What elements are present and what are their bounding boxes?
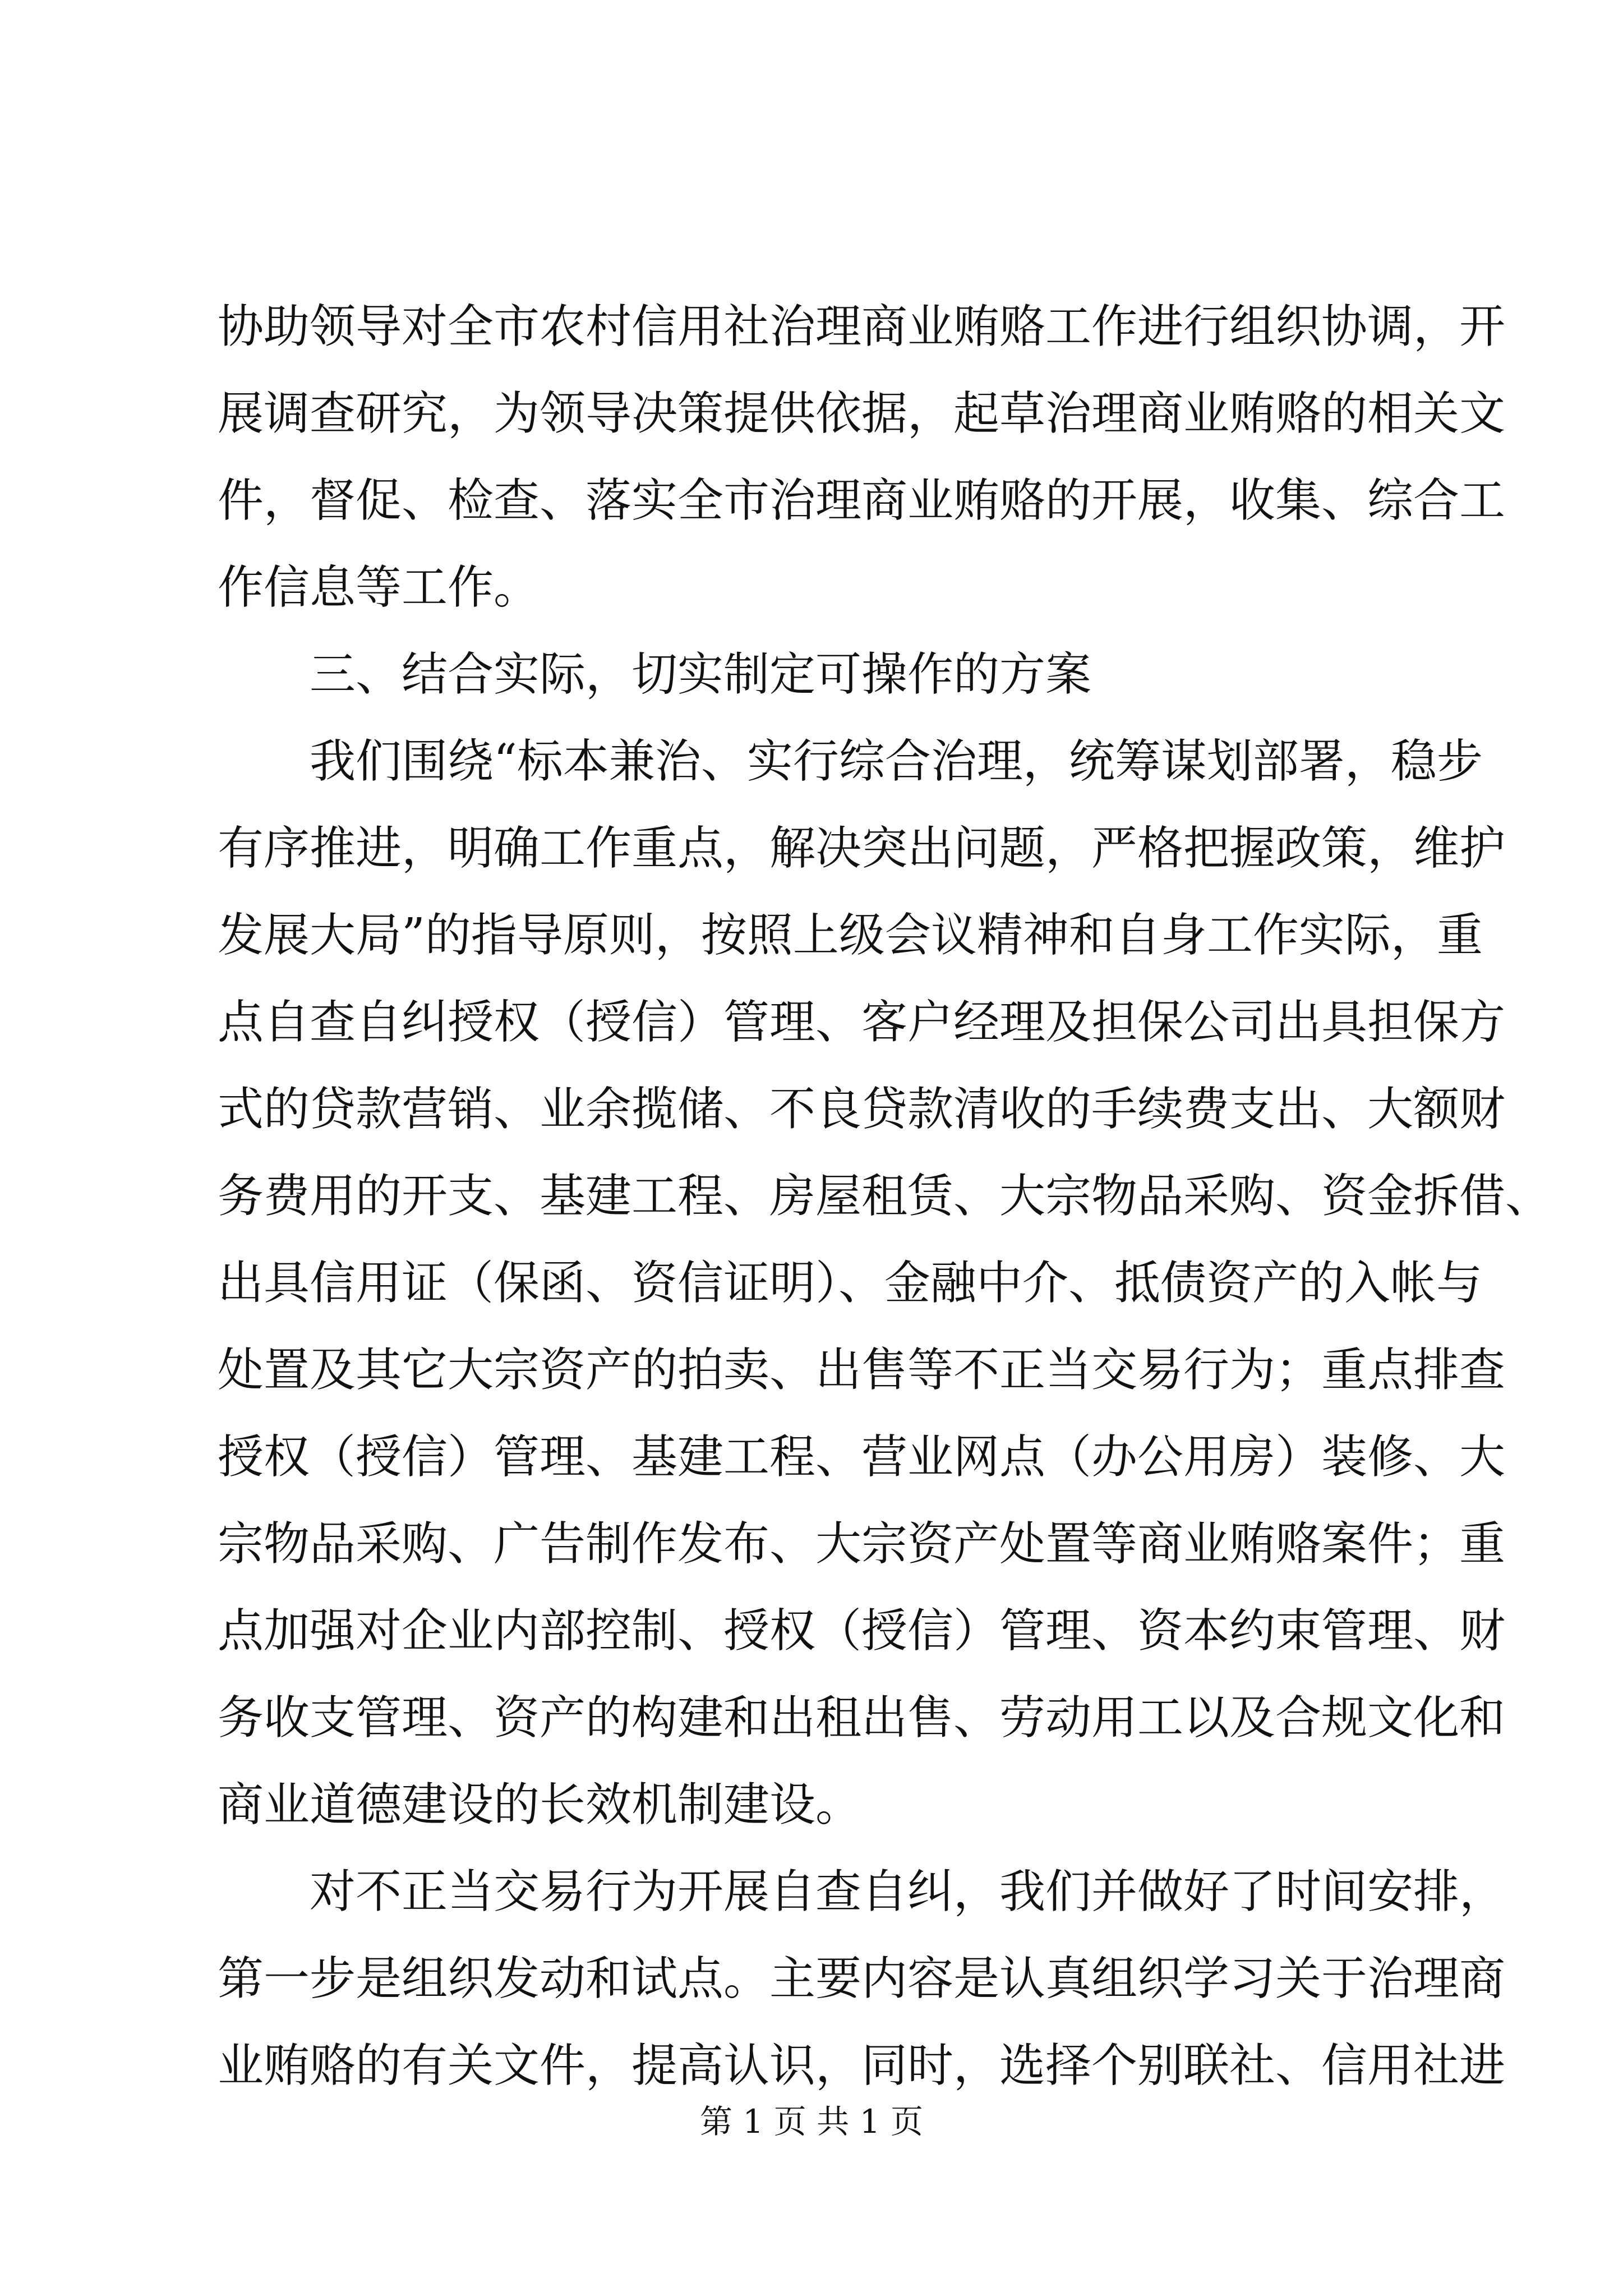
- text-line: 务收支管理、资产的构建和出租出售、劳动用工以及合规文化和: [218, 1691, 1506, 1745]
- text-line: 协助领导对全市农村信用社治理商业贿赂工作进行组织协调，开: [218, 300, 1506, 353]
- text-line: 处置及其它大宗资产的拍卖、出售等不正当交易行为；重点排查: [218, 1343, 1506, 1397]
- text-line: 商业道德建设的长效机制建设。: [218, 1778, 862, 1832]
- document-body: [218, 283, 1552, 2109]
- text-line: 我们围绕“标本兼治、实行综合治理，统筹谋划部署，稳步: [310, 735, 1483, 788]
- section-heading: 三、结合实际，切实制定可操作的方案: [310, 648, 1092, 701]
- text-line: 作信息等工作。: [218, 561, 540, 614]
- text-line: 务费用的开支、基建工程、房屋租赁、大宗物品采购、资金拆借、: [218, 1170, 1552, 1223]
- page-footer: [0, 2099, 1623, 2144]
- text-line: 业贿赂的有关文件，提高认识，同时，选择个别联社、信用社进: [218, 2039, 1506, 2092]
- text-line: 式的贷款营销、业余揽储、不良贷款清收的手续费支出、大额财: [218, 1083, 1506, 1136]
- text-line: 第一步是组织发动和试点。主要内容是认真组织学习关于治理商: [218, 1952, 1506, 2005]
- text-line: 出具信用证（保函、资信证明）、金融中介、抵债资产的入帐与: [218, 1257, 1483, 1310]
- text-line: 点自查自纠授权（授信）管理、客户经理及担保公司出具担保方: [218, 996, 1506, 1049]
- text-line: 件，督促、检查、落实全市治理商业贿赂的开展，收集、综合工: [218, 474, 1506, 527]
- text-line: 发展大局”的指导原则，按照上级会议精神和自身工作实际，重: [218, 909, 1483, 962]
- text-line: 授权（授信）管理、基建工程、营业网点（办公用房）装修、大: [218, 1430, 1506, 1484]
- page-number-label: 第 1 页 共 1 页: [700, 2102, 923, 2141]
- text-line: 展调查研究，为领导决策提供依据，起草治理商业贿赂的相关文: [218, 387, 1506, 440]
- text-line: 对不正当交易行为开展自查自纠，我们并做好了时间安排，: [310, 1865, 1506, 1918]
- text-line: 点加强对企业内部控制、授权（授信）管理、资本约束管理、财: [218, 1604, 1506, 1658]
- text-line: 有序推进，明确工作重点，解决突出问题，严格把握政策，维护: [218, 822, 1506, 875]
- text-line: 宗物品采购、广告制作发布、大宗资产处置等商业贿赂案件；重: [218, 1517, 1506, 1571]
